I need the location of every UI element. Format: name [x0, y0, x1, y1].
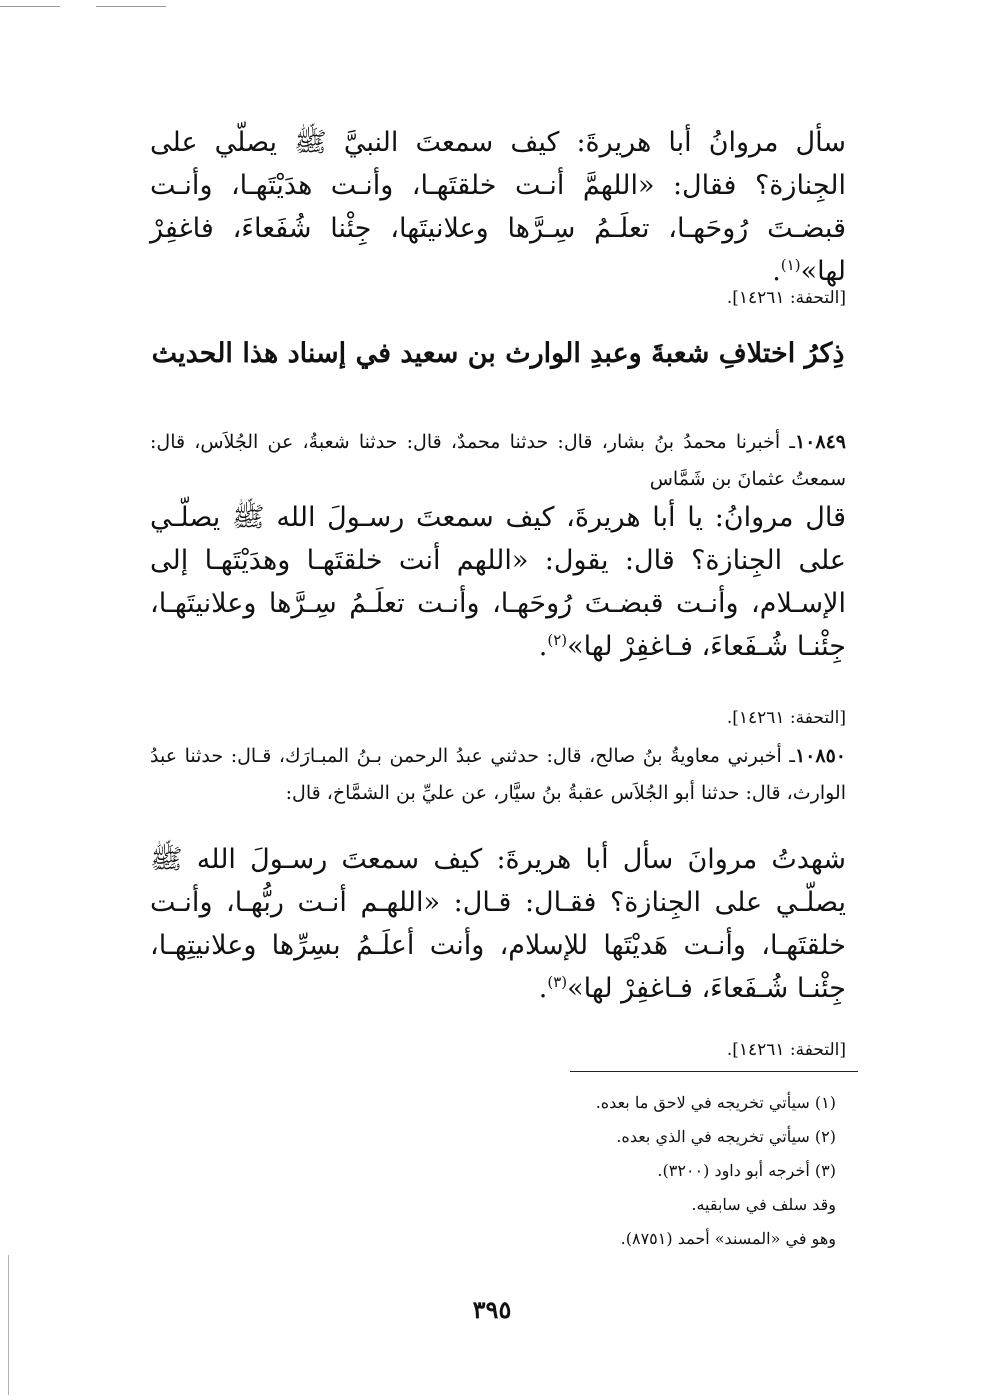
section-heading: ذِكرُ اختلافِ شعبةَ وعبدِ الوارث بن سعيد في إسناد هذا الحديث — [151, 338, 845, 369]
isnad-text: ـ أخبرنا محمدُ بنُ بشار، قال: حدثنا محمدٌ، قال: حدثنا شعبةُ، عن الجُلاَس، قال: سمعتُ عثمانَ بن شَمَّاس — [150, 431, 846, 490]
footnote-separator — [570, 1071, 858, 1072]
hadith-number: ١٠٨٤٩ — [794, 431, 846, 453]
tuhfa-reference: [التحفة: ١٤٢٦١]. — [726, 288, 846, 308]
hadith-text: سأل مروانُ أبا هريرةَ: كيف سمعتَ النبيَّ ﷺ يصلّي على الجِنازة؟ فقال: «اللهمَّ أنـت خلقتَهـا، وأنـت هدَيْتَهـا، وأنـت قبضـتَ رُوحَهـا، تعلَـمُ سِـرَّها وعلانيتَها، جِئْنا شُفَعاءَ، فاغفِرْ لها»$^{(١)}$. — [150, 127, 846, 287]
footnote-ref: (٢) — [547, 631, 568, 649]
footnotes — [470, 1086, 836, 1256]
footnote-item: (١) سيأتي تخريجه في لاحق ما بعده. — [595, 1093, 836, 1112]
footnote-item: وهو في «المسند» أحمد (٨٧٥١). — [620, 1229, 836, 1248]
isnad-text: ـ أخبرني معاويةُ بنُ صالح، قال: حدثني عبدُ الرحمن بـنُ المبـارَك، قـال: حدثنا عبدُ الوارث، قال: حدثنا أبو الجُلاَس عقبةُ بنُ سيَّار، عن عليِّ بن الشمَّاخ، قال: — [150, 745, 846, 804]
scan-edge-line — [96, 6, 166, 7]
hadith-isnad — [150, 424, 846, 498]
footnote-item: وقد سلف في سابقيه. — [691, 1195, 836, 1214]
footnote-ref: (٣) — [547, 973, 568, 991]
footnote-item: (٣) أخرجه أبو داود (٣٢٠٠). — [657, 1161, 836, 1180]
hadith-text: قال مروانُ: يا أبا هريرةَ، كيف سمعتَ رسـولَ الله ﷺ يصلّـي على الجِنازة؟ قال: يقول: «اللهم أنت خلقتَهـا وهدَيْتَهـا إلى الإسـلام، وأنـت قبضـتَ رُوحَهـا، وأنـت تعلَـمُ سِـرَّها وعلانيتَهـا، جِئْنـا شُـفَعاءَ، فـاغفِرْ لها»$^{(٢)}$. — [150, 502, 846, 662]
hadith-number: ١٠٨٥٠ — [794, 745, 846, 767]
hadith-matn: سأل مروانُ أبا هريرةَ: كيف سمعتَ النبيَّ ﷺ يصلّي على الجِنازة؟ فقال: «اللهمَّ أنـت خلقتَهـا، وأنـت هدَيْتَهـا، وأنـت قبضـتَ رُوحَهـا، تعلَـمُ سِـرَّها وعلانيتَها، جِئْنا شُفَعاءَ، فاغفِرْ لها» — [150, 127, 846, 287]
hadith-matn: شهدتُ مروانَ سأل أبا هريرةَ: كيف سمعتَ رسـولَ الله ﷺ يصلّـي على الجِنازة؟ فقـال: قـال: «اللهـم أنـت ربُّهـا، وأنـت خلقتَهـا، وأنـت هَديْتَها للإسلام، وأنت أعلَـمُ بسِرِّها وعلانيتِهـا، جِئْنـا شُـفَعاءَ، فـاغفِرْ لها» — [150, 844, 846, 1004]
footnote-ref: (١) — [780, 256, 801, 274]
hadith-matn: قال مروانُ: يا أبا هريرةَ، كيف سمعتَ رسـولَ الله ﷺ يصلّـي على الجِنازة؟ قال: يقول: «اللهم أنت خلقتَهـا وهدَيْتَهـا إلى الإسـلام، وأنـت قبضـتَ رُوحَهـا، وأنـت تعلَـمُ سِـرَّها وعلانيتَهـا، جِئْنـا شُـفَعاءَ، فـاغفِرْ لها» — [150, 502, 846, 662]
tuhfa-reference: [التحفة: ١٤٢٦١]. — [726, 1040, 846, 1060]
tuhfa-reference: [التحفة: ١٤٢٦١]. — [726, 708, 846, 728]
page-number: ٣٩٥ — [472, 1295, 512, 1324]
hadith-isnad — [150, 738, 846, 812]
footnote-item: (٢) سيأتي تخريجه في الذي بعده. — [616, 1127, 836, 1146]
scan-edge-line — [0, 6, 60, 7]
hadith-text: شهدتُ مروانَ سأل أبا هريرةَ: كيف سمعتَ رسـولَ الله ﷺ يصلّـي على الجِنازة؟ فقـال: قـال: «اللهـم أنـت ربُّهـا، وأنـت خلقتَهـا، وأنـت هَديْتَها للإسلام، وأنت أعلَـمُ بسِرِّها وعلانيتِهـا، جِئْنـا شُـفَعاءَ، فـاغفِرْ لها»$^{(٣)}$. — [150, 844, 846, 1004]
scan-edge-line — [8, 1255, 9, 1395]
